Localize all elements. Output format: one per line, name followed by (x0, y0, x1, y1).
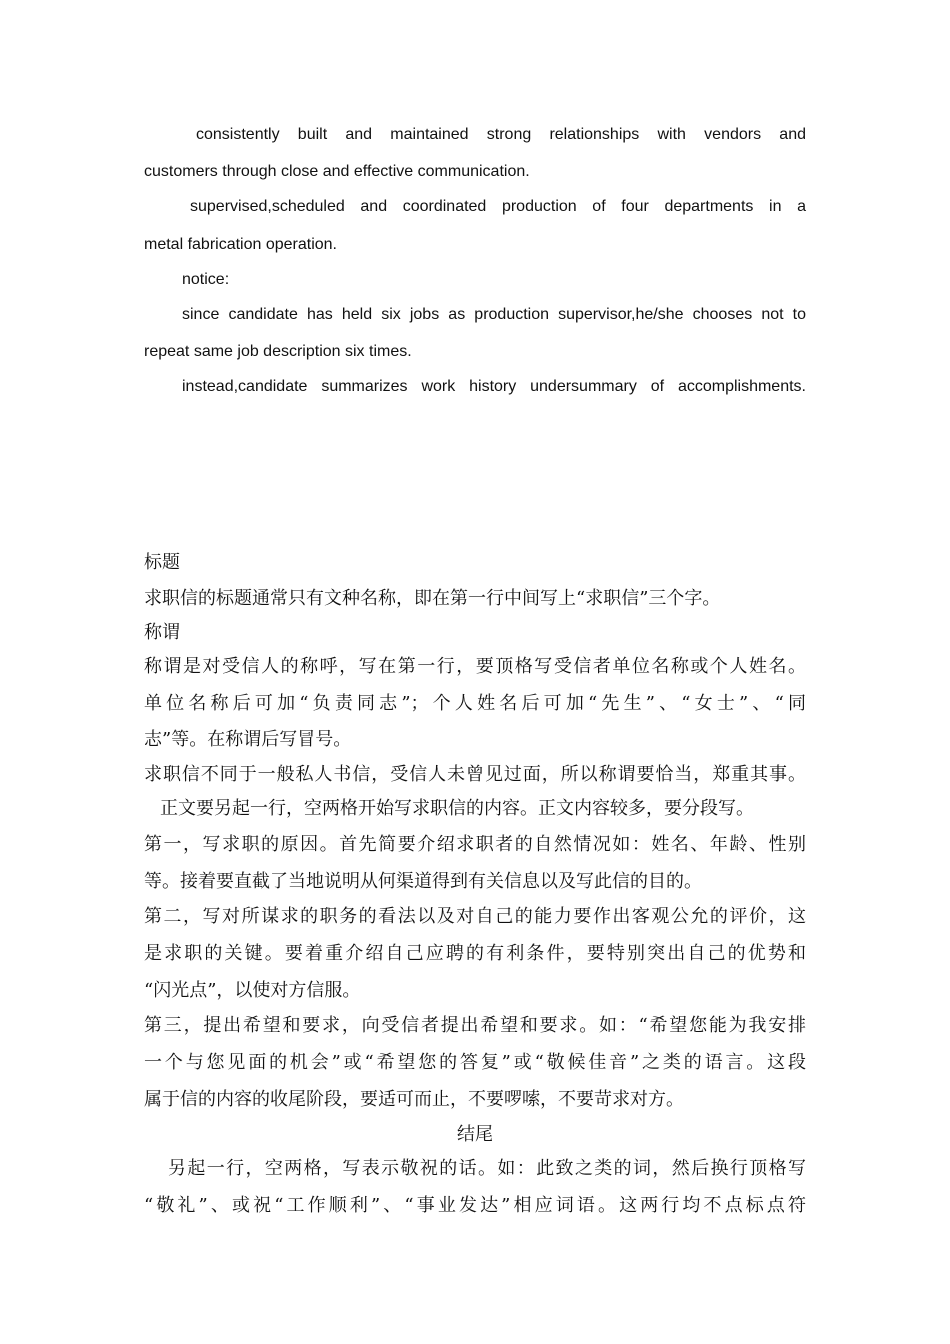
english-p2-line1: supervised,scheduled and coordinated production of four departments in a (190, 198, 806, 215)
ending-line1: 另起一行，空两格，写表示敬祝的话。如：此致之类的词，然后换行顶格写 (168, 1158, 806, 1179)
body-intro: 正文要另起一行，空两格开始写求职信的内容。正文内容较多，要分段写。 (160, 798, 754, 819)
first-point-line2: 等。接着要直截了当地说明从何渠道得到有关信息以及写此信的目的。 (144, 871, 702, 892)
third-point-line1: 第三，提出希望和要求，向受信者提出希望和要求。如：“希望您能为我安排 (144, 1015, 806, 1036)
salutation-line1: 称谓是对受信人的称呼，写在第一行，要顶格写受信者单位名称或个人姓名。 (144, 656, 806, 677)
second-point-line1: 第二，写对所谋求的职务的看法以及对自己的能力要作出客观公允的评价，这 (144, 906, 806, 927)
third-point-line2: 一个与您见面的机会”或“希望您的答复”或“敬候佳音”之类的语言。这段 (144, 1052, 806, 1073)
title-description: 求职信的标题通常只有文种名称，即在第一行中间写上“求职信”三个字。 (144, 588, 721, 609)
english-notice-label: notice: (182, 271, 230, 288)
third-point-line3: 属于信的内容的收尾阶段，要适可而止，不要啰嗦，不要苛求对方。 (144, 1089, 684, 1110)
heading-salutation: 称谓 (144, 622, 180, 643)
first-point-line1: 第一，写求职的原因。首先简要介绍求职者的自然情况如：姓名、年龄、性别 (144, 834, 806, 855)
salutation-line4: 求职信不同于一般私人书信，受信人未曾见过面，所以称谓要恰当，郑重其事。 (144, 764, 806, 785)
salutation-line2: 单位名称后可加“负责同志”；个人姓名后可加“先生”、“女士”、“同 (144, 693, 806, 714)
second-point-line3: “闪光点”，以使对方信服。 (144, 980, 361, 1001)
english-p2-line2: metal fabrication operation. (144, 236, 337, 253)
english-p3-line2: repeat same job description six times. (144, 343, 412, 360)
ending-line2: “敬礼”、或祝“工作顺利”、“事业发达”相应词语。这两行均不点标点符 (144, 1195, 806, 1216)
english-p3-line1: since candidate has held six jobs as production supervisor,he/she chooses not to (182, 306, 806, 323)
english-p1-line2: customers through close and effective communication. (144, 163, 530, 180)
second-point-line2: 是求职的关键。要着重介绍自己应聘的有利条件，要特别突出自己的优势和 (144, 943, 806, 964)
heading-ending: 结尾 (457, 1124, 493, 1145)
english-p4-line1: instead,candidate summarizes work history undersummary of accomplishments. (182, 378, 806, 395)
salutation-line3: 志”等。在称谓后写冒号。 (144, 729, 352, 750)
heading-title: 标题 (144, 552, 180, 573)
english-p1-line1: consistently built and maintained strong relationships with vendors and (196, 126, 806, 143)
